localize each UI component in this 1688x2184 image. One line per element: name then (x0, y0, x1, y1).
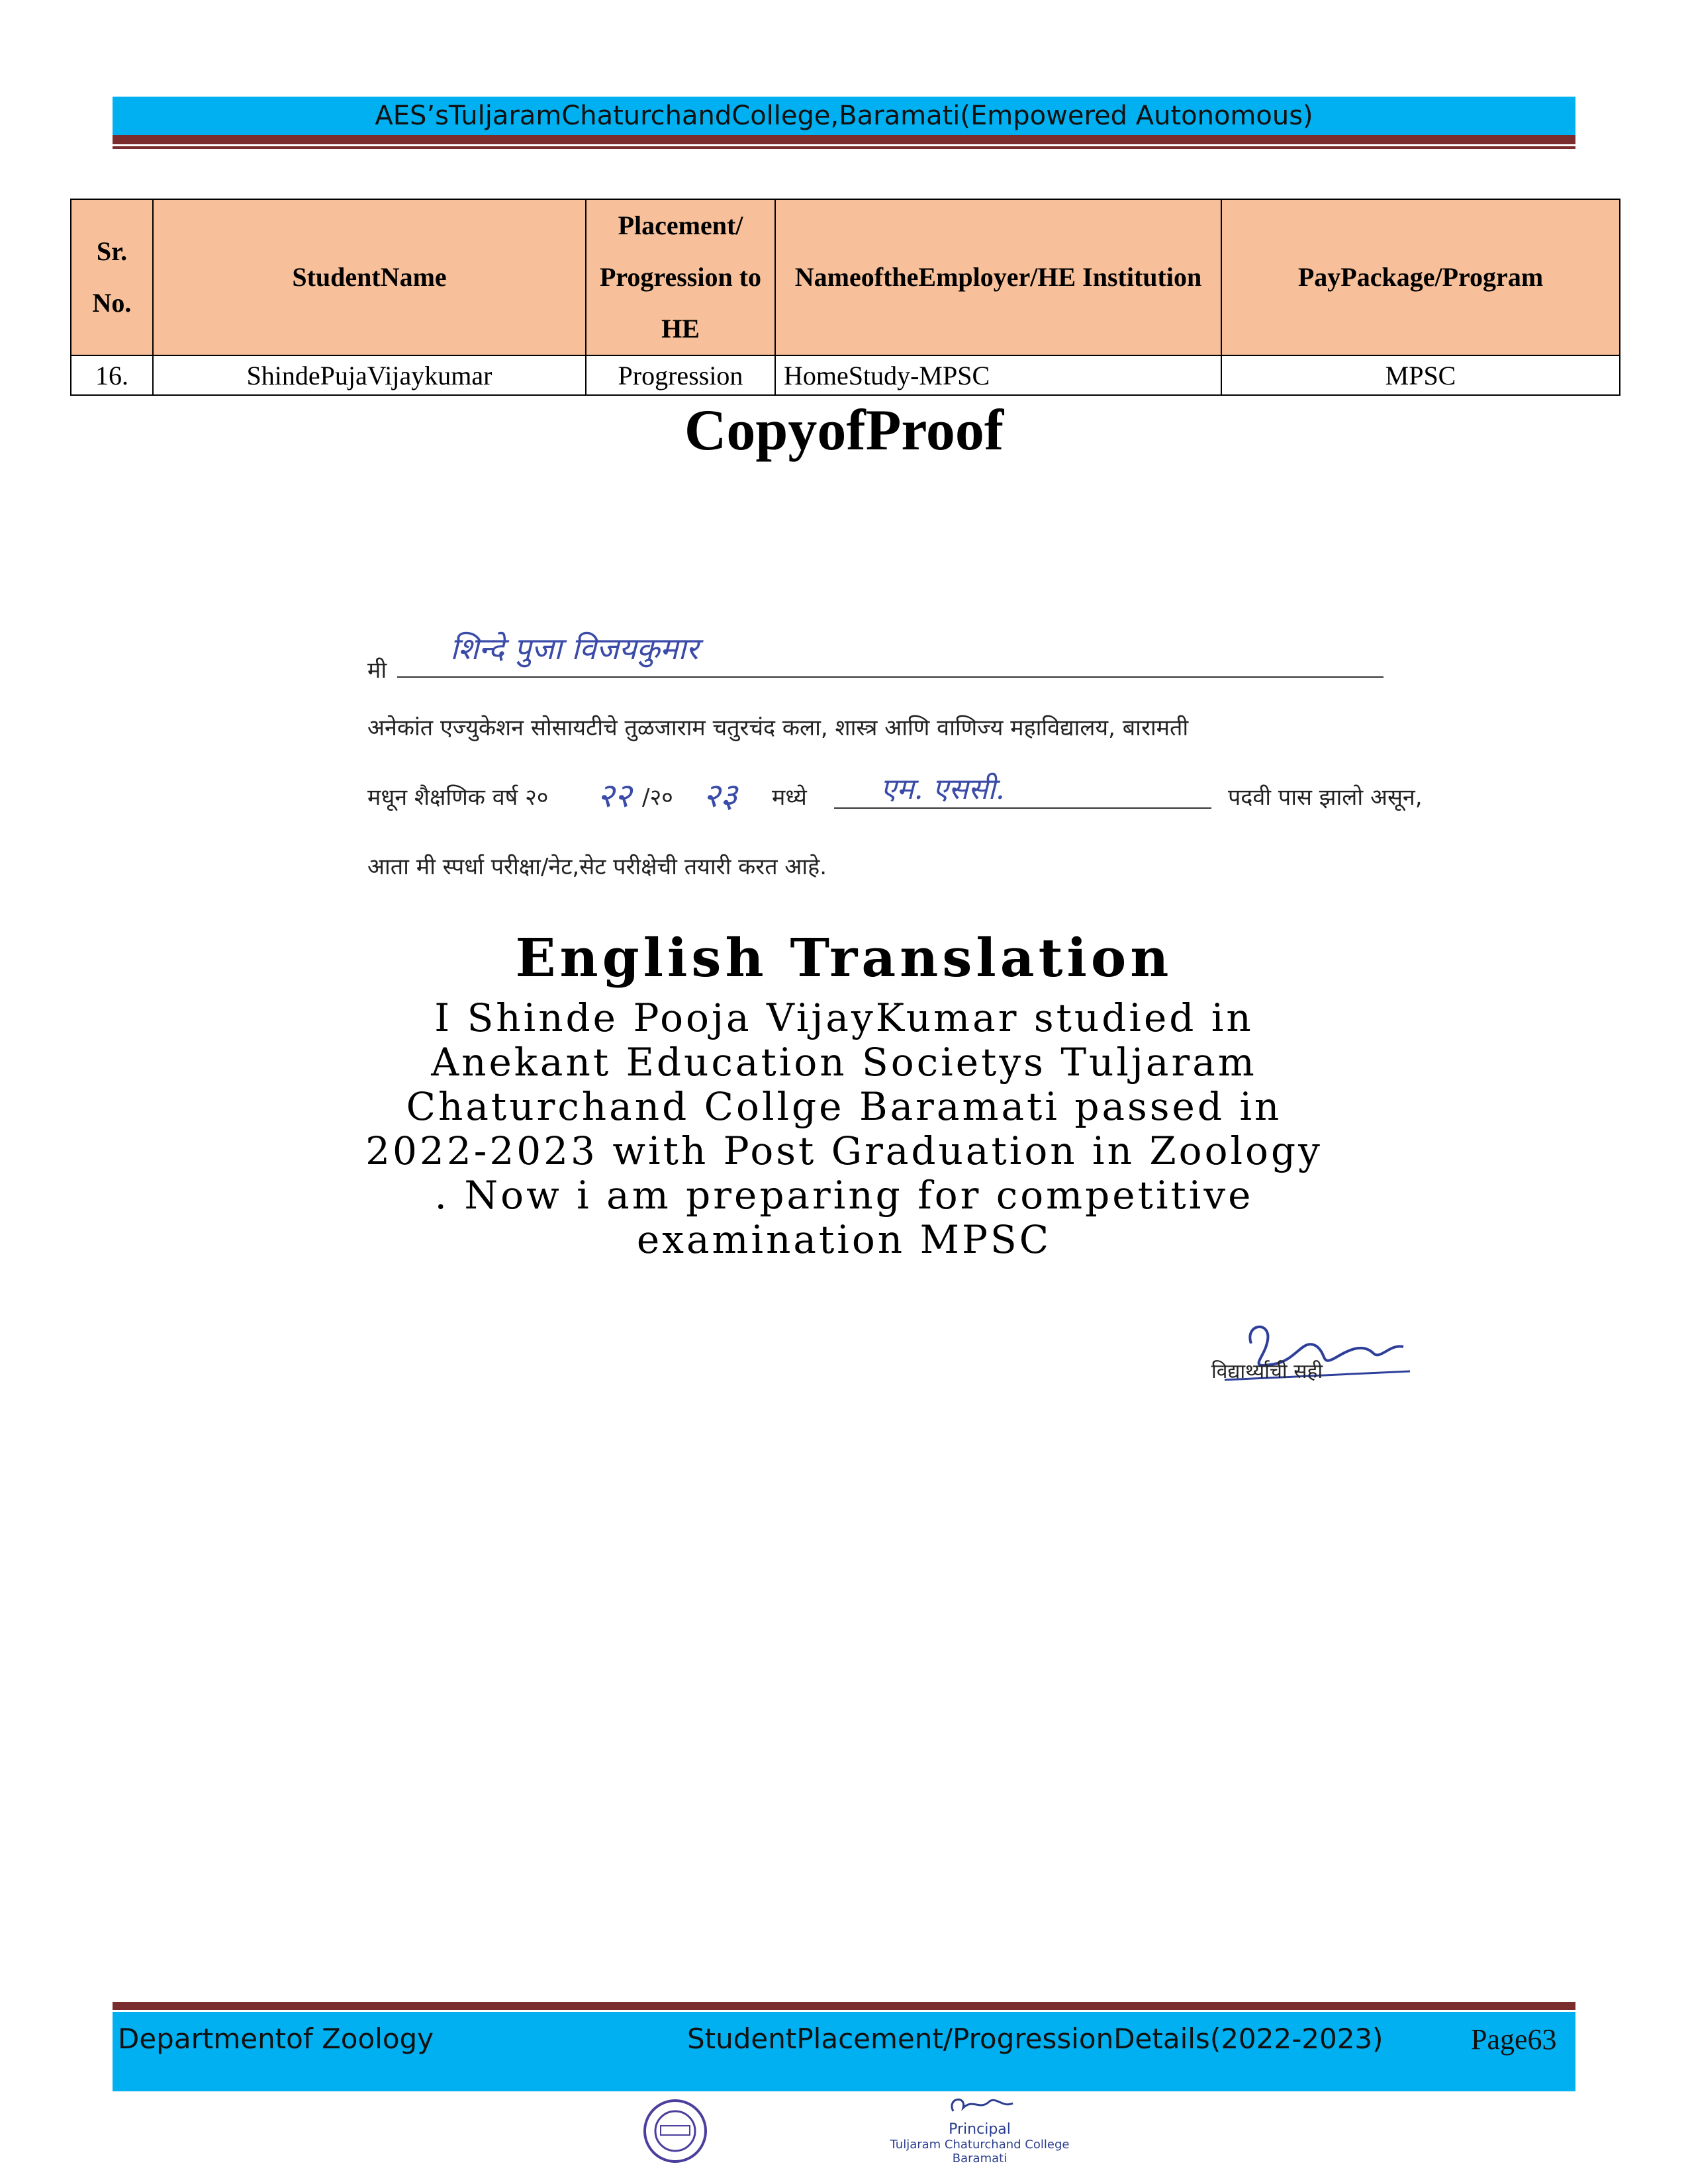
student-signature (1205, 1317, 1430, 1390)
table-row (71, 355, 1620, 395)
decl-line3-mid: /२० (642, 784, 673, 811)
col-header-sr: Sr. No. (71, 199, 153, 355)
table-header-row (71, 199, 1620, 355)
college-seal (642, 2098, 708, 2164)
principal-signature (940, 2091, 1019, 2118)
signature-label: विद्यार्थ्याची सही (1211, 1360, 1323, 1383)
footer-page-number: Page63 (1471, 2023, 1557, 2056)
translation-heading: English Translation (515, 927, 1173, 989)
decl-year2: २३ (703, 776, 737, 815)
translation-line: . Now i am preparing for competitive (434, 1173, 1254, 1218)
placement-table (70, 199, 1620, 396)
principal-college: Tuljaram Chaturchand College (890, 2138, 1070, 2152)
translation-body (0, 996, 1688, 1262)
decl-line4: आता मी स्पर्धा परीक्षा/नेट,सेट परीक्षेची तयारी करत आहे. (367, 854, 827, 880)
seal-icon (642, 2098, 708, 2164)
decl-year1: २२ (597, 776, 632, 815)
decl-handwritten-name: शिन्दे पुजा विजयकुमार (450, 631, 699, 666)
translation-line: Chaturchand Collge Baramati passed in (406, 1084, 1282, 1129)
decl-degree-underline (834, 807, 1211, 809)
translation-line: I Shinde Pooja VijayKumar studied in (434, 995, 1254, 1040)
page-title: CopyofProof (684, 398, 1004, 463)
decl-line3-suffix: पदवी पास झालो असून, (1228, 784, 1423, 811)
principal-stamp (880, 2091, 1079, 2177)
col-header-package: PayPackage/Program (1221, 199, 1620, 355)
col-header-employer: NameoftheEmployer/HE Institution (775, 199, 1221, 355)
header-rule-thin (113, 146, 1575, 149)
header-rule (113, 135, 1575, 144)
footer-center-title: StudentPlacement/ProgressionDetails(2022-2023) (687, 2023, 1383, 2055)
footer-rule (113, 2002, 1575, 2010)
principal-city: Baramati (952, 2152, 1008, 2165)
cell-program: MPSC (1221, 355, 1620, 395)
decl-line3-mid2: मध्ये (772, 784, 807, 811)
footer-bar (113, 2012, 1575, 2091)
translation-line: 2022-2023 with Post Graduation in Zoology (365, 1128, 1323, 1173)
cell-sr: 16. (71, 355, 153, 395)
principal-title: Principal (949, 2121, 1011, 2138)
decl-name-underline (397, 676, 1383, 678)
translation-line: Anekant Education Societys Tuljaram (431, 1040, 1257, 1085)
translation-line: examination MPSC (636, 1217, 1052, 1262)
cell-employer: HomeStudy-MPSC (775, 355, 1221, 395)
col-header-student: StudentName (153, 199, 586, 355)
header-title: AES’sTuljaramChaturchandCollege,Baramati(Empowered Autonomous) (375, 101, 1313, 131)
decl-prefix: मी (367, 657, 387, 684)
decl-line3-prefix: मधून शैक्षणिक वर्ष २० (367, 784, 549, 811)
cell-student-name: ShindePujaVijaykumar (153, 355, 586, 395)
footer-department: Departmentof Zoology (118, 2023, 434, 2055)
cell-placement: Progression (586, 355, 775, 395)
decl-line2: अनेकांत एज्युकेशन सोसायटीचे तुळजाराम चतुरचंद कला, शास्त्र आणि वाणिज्य महाविद्यालय, बारामती (367, 715, 1189, 741)
header-bar (113, 97, 1575, 135)
decl-degree: एम. एससी. (880, 772, 1005, 806)
col-header-placement: Placement/ Progression to HE (586, 199, 775, 355)
